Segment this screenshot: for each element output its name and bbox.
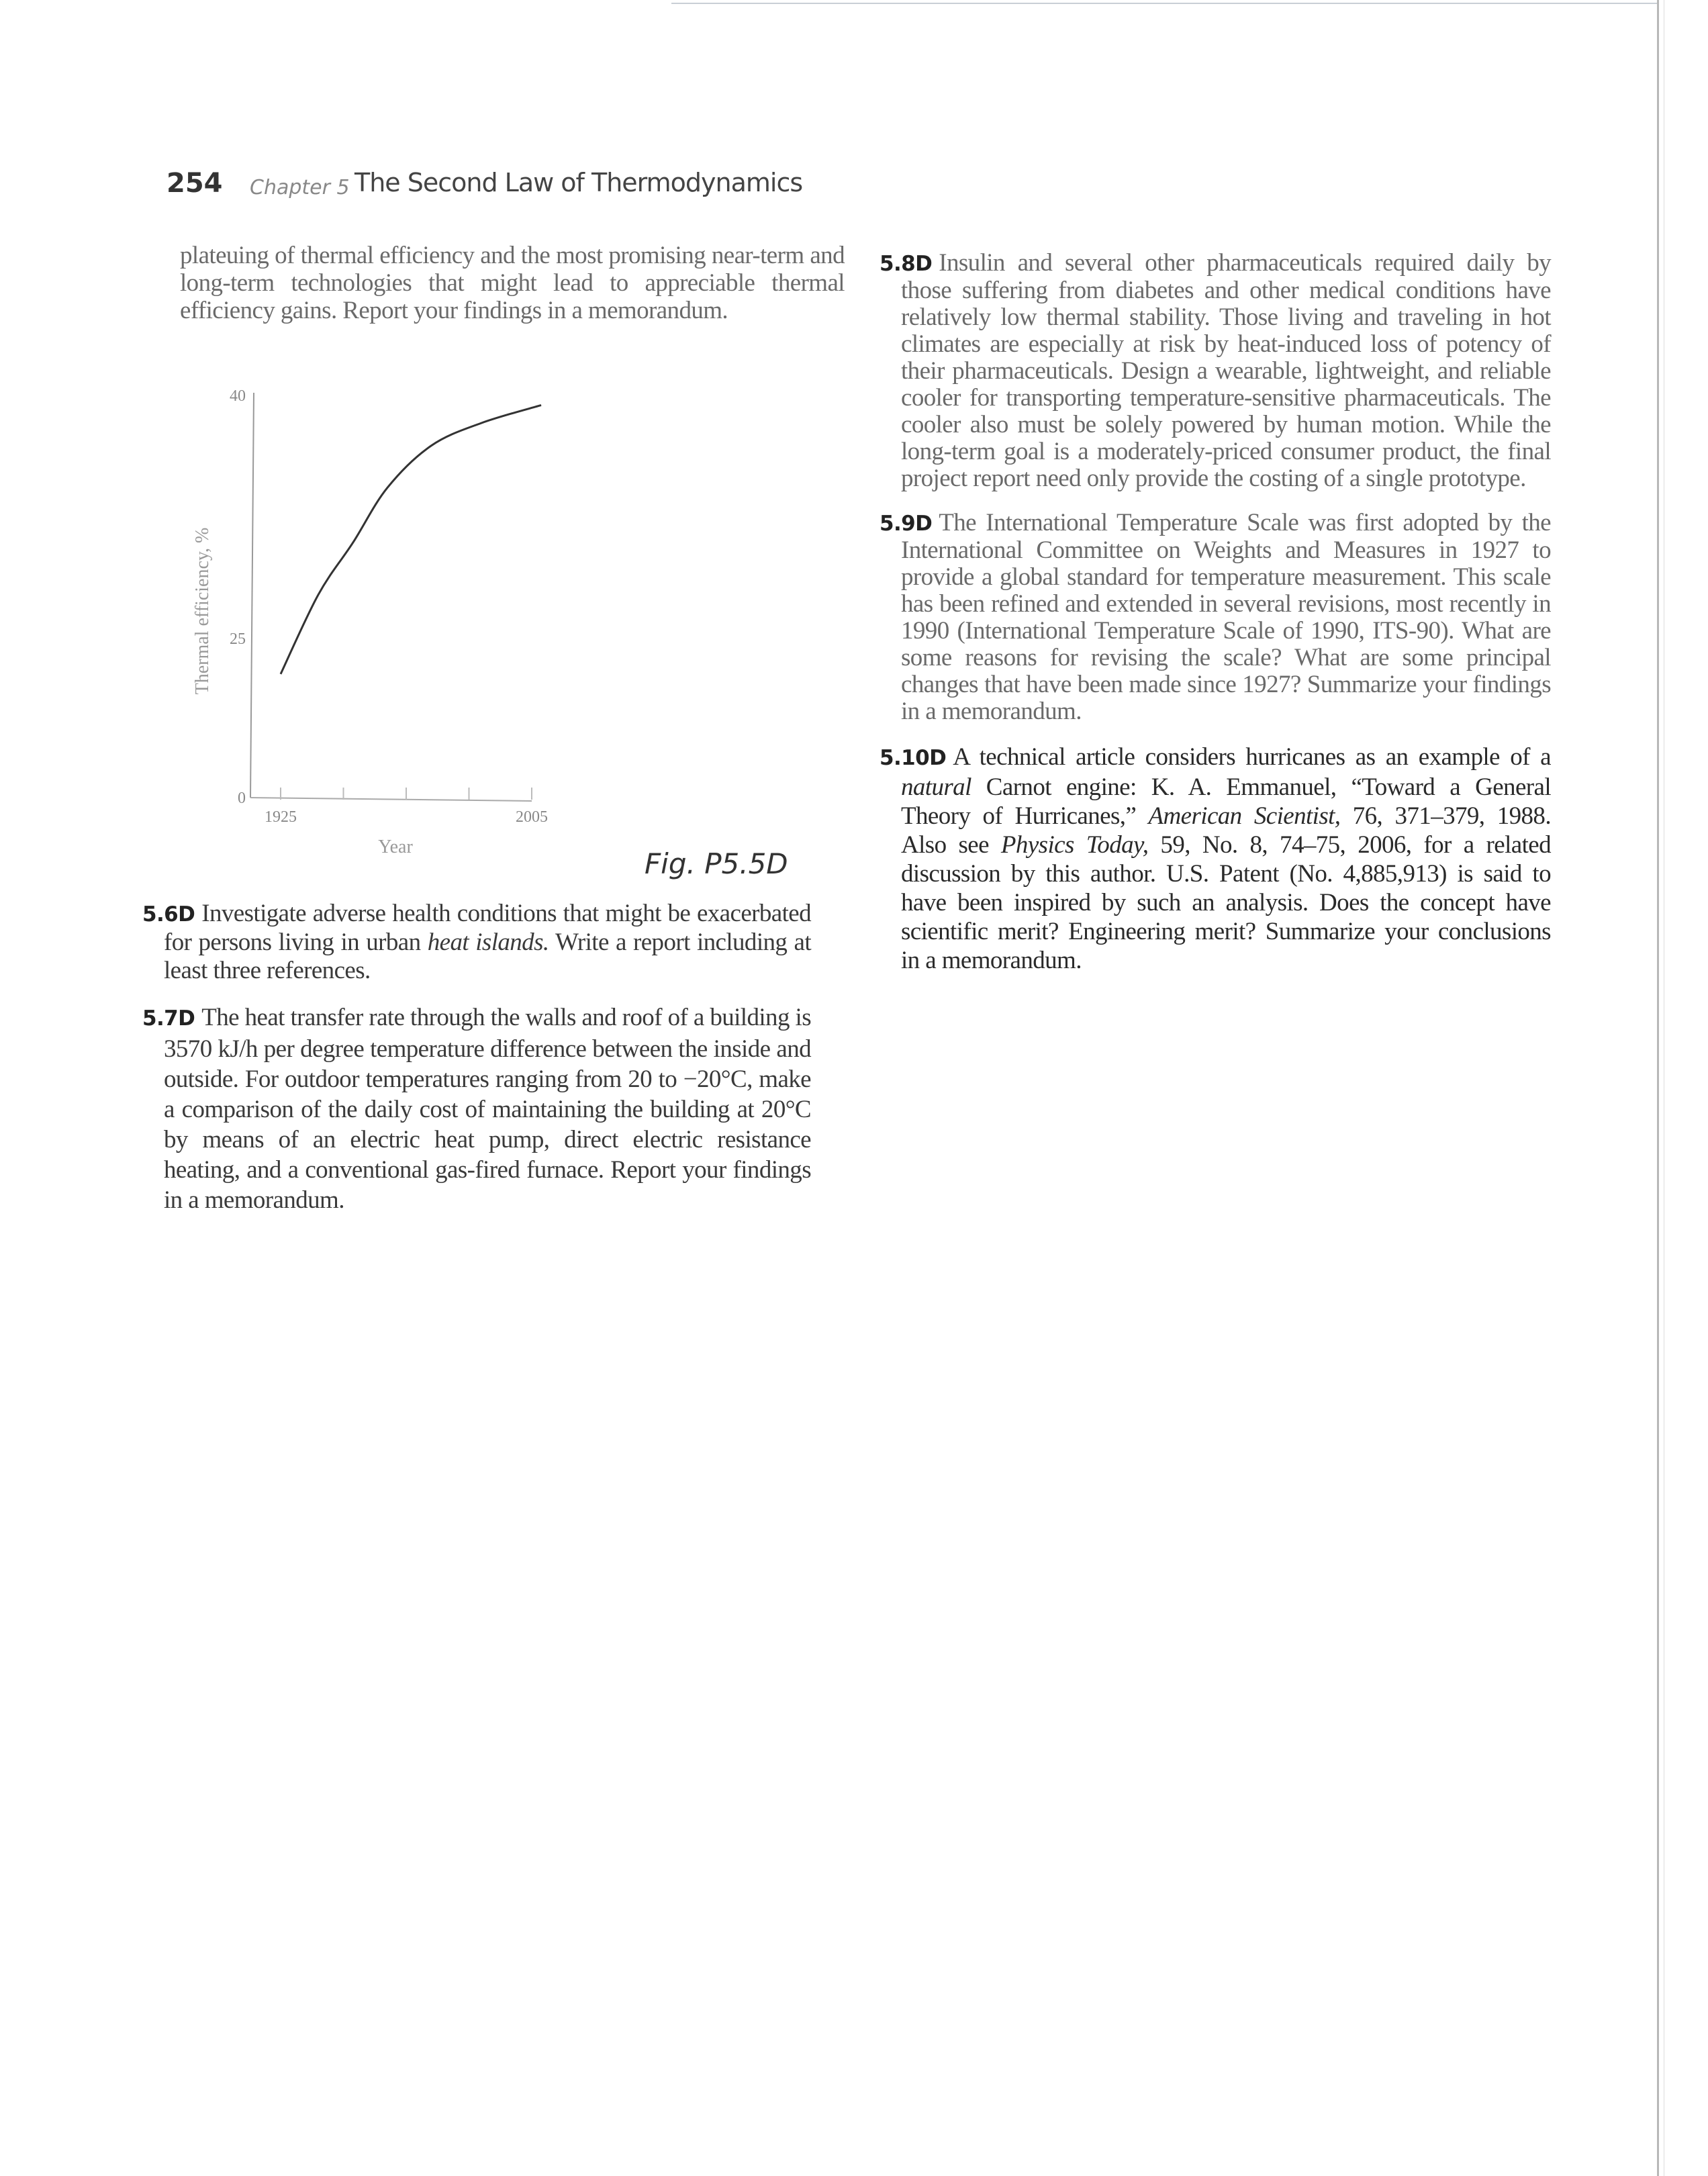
y-axis-label: Thermal efficiency, % xyxy=(192,527,213,695)
problem-emphasis: natural xyxy=(901,773,971,801)
efficiency-chart xyxy=(168,376,638,859)
problem-number: 5.8D xyxy=(880,252,933,276)
problem-5-9d xyxy=(880,510,1551,725)
page-number: 254 xyxy=(167,168,223,199)
journal-name: Physics Today, xyxy=(1000,831,1149,859)
problem-text: 59, No. 8, 74–75, 2006, for a related discussion by this author. U.S. Patent (No. 4,885,913) is said to have been inspired by such an analysis. Does the concept have scientific merit? Engineering merit? Summarize your conclusions in a memorandum. xyxy=(901,831,1552,974)
y-axis xyxy=(250,393,254,798)
problem-text: A technical article considers hurricanes as an example of a xyxy=(953,743,1551,771)
problem-number: 5.9D xyxy=(880,512,933,536)
y-tick-label: 25 xyxy=(230,630,246,648)
x-ticks xyxy=(265,788,548,826)
problem-text: Investigate adverse health conditions that might be exacerbated for persons living in urban xyxy=(164,900,811,956)
problem-number: 5.10D xyxy=(880,746,947,770)
problem-text: The heat transfer rate through the walls and roof of a building is 3570 kJ/h per degree temperature difference between the inside and outside. For outdoor temperatures ranging from 20 to −20°C, make a comparison of the daily cost of maintaining the building at 20°C by means of an electric heat pump, direct electric resistance heating, and a conventional gas-fired furnace. Report your findings in a memorandum. xyxy=(164,1004,811,1214)
x-tick-label: 2005 xyxy=(516,808,548,826)
problem-text: Insulin and several other pharmaceuticals required daily by those suffering from diabetes and other medical conditions have relatively low thermal stability. Those living and traveling in hot climates are especially at risk by heat-induced loss of potency of their pharmaceuticals. Design a wearable, lightweight, and reliable cooler for transporting temperature-sensitive pharmaceuticals. The cooler also must be solely powered by human motion. While the long-term goal is a moderately-priced consumer product, the final project report need only provide the costing of a single prototype. xyxy=(901,249,1551,492)
journal-name: American Scientist, xyxy=(1148,802,1341,830)
efficiency-curve xyxy=(281,405,541,673)
y-ticks xyxy=(230,387,246,807)
problem-5-7d xyxy=(142,1002,811,1215)
problem-emphasis: heat islands. xyxy=(427,929,549,956)
right-problems xyxy=(880,250,1551,992)
y-tick-label: 40 xyxy=(230,387,246,405)
problem-text: The International Temperature Scale was first adopted by the International Committee on Weights and Measures in 1927 to provide a global standard for temperature measurement. This scale has been refined and extended in several revisions, most recently in 1990 (International Temperature Scale of 1990, ITS-90). What are some reasons for revising the scale? What are some principal changes that have been made since 1927? Summarize your findings in a memorandum. xyxy=(901,509,1551,725)
problem-5-6d xyxy=(142,900,811,985)
running-title: The Second Law of Thermodynamics xyxy=(354,168,803,197)
left-problems xyxy=(142,900,811,1233)
problem-5-8d xyxy=(880,250,1551,492)
continued-paragraph: plateuing of thermal efficiency and the most promising near-term and long-term technologies that might lead to appreciable thermal efficiency gains. Report your findings in a memorandum. xyxy=(180,242,845,324)
problem-number: 5.6D xyxy=(142,902,195,927)
problem-5-10d xyxy=(880,743,1551,975)
problem-text: Write a report including at least three references. xyxy=(164,929,812,984)
x-axis-label: Year xyxy=(378,837,413,857)
problem-number: 5.7D xyxy=(142,1006,195,1031)
problem-text: 76, 371–379, 1988. Also see xyxy=(901,802,1551,859)
page-edge-top xyxy=(671,3,1658,4)
page-edge-right xyxy=(1657,0,1659,2176)
y-tick-label: 0 xyxy=(238,790,246,807)
figure-caption: Fig. P5.5D xyxy=(645,847,788,880)
x-axis xyxy=(250,798,532,801)
problem-text: Carnot engine: K. A. Emmanuel, “Toward a General Theory of Hurricanes,” xyxy=(901,773,1551,830)
chapter-label: Chapter 5 xyxy=(250,176,350,199)
x-tick-label: 1925 xyxy=(265,808,297,826)
